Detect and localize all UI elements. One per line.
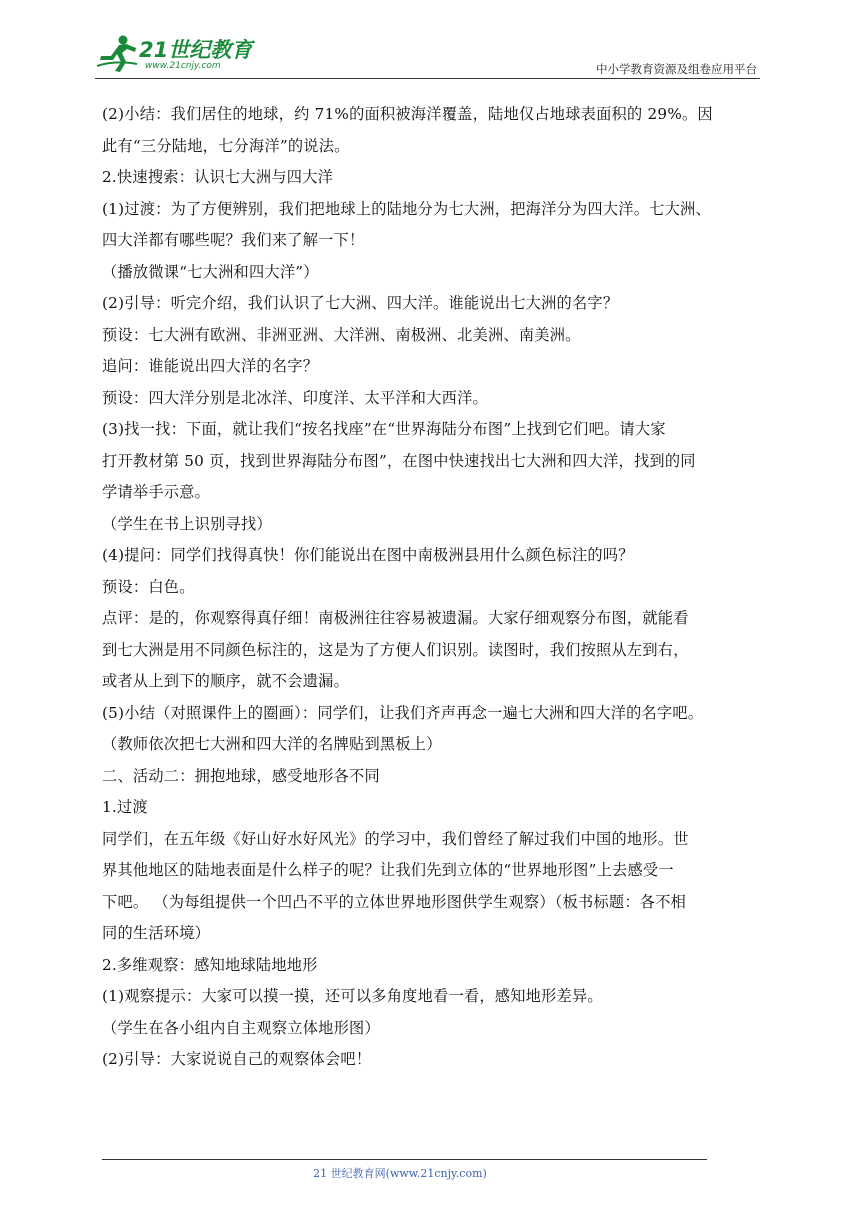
- document-body: [102, 99, 764, 1076]
- page-footer: 21 世纪教育网(www.21cnjy.com): [313, 1167, 487, 1180]
- platform-name: 中小学教育资源及组卷应用平台: [596, 62, 757, 76]
- footer-divider: [102, 1159, 707, 1160]
- text-line: 2.多维观察：感知地球陆地地形: [102, 955, 318, 974]
- text-line: 打开教材第 50 页，找到世界海陆分布图”，在图中快速找出七大洲和四大洋，找到的同: [102, 451, 696, 470]
- text-line: 或者从上到下的顺序，就不会遗漏。: [102, 672, 349, 690]
- text-line: 预设：七大洲有欧洲、非洲亚洲、大洋洲、南极洲、北美洲、南美洲。: [102, 325, 581, 344]
- text-line: (2)小结：我们居住的地球，约 71%的面积被海洋覆盖，陆地仅占地球表面积的 29%。因: [102, 105, 713, 123]
- logo-url: www.21cnjy.com: [145, 61, 221, 71]
- text-line: (2)引导：听完介绍，我们认识了七大洲、四大洋。谁能说出七大洲的名字？: [102, 294, 619, 312]
- text-line: 同的生活环境）: [102, 924, 211, 942]
- text-line: 此有“三分陆地，七分海洋”的说法。: [102, 136, 350, 155]
- text-line: 2.快速搜索：认识七大洲与四大洋: [102, 168, 334, 186]
- text-line: （学生在书上识别寻找）: [102, 514, 272, 533]
- text-line: (4)提问：同学们找得真快！你们能说出在图中南极洲县用什么颜色标注的吗？: [102, 546, 634, 564]
- header-divider: [95, 78, 760, 79]
- text-line: (2)引导：大家说说自己的观察体会吧！: [102, 1050, 372, 1068]
- text-line: 四大洋都有哪些呢？我们来了解一下！: [102, 231, 365, 249]
- text-line: 预设：白色。: [102, 577, 195, 596]
- logo-text: 21世纪教育: [139, 38, 253, 62]
- text-line: 预设：四大洋分别是北冰洋、印度洋、太平洋和大西洋。: [102, 388, 488, 407]
- text-line: (3)找一找：下面，就让我们“按名找座”在“世界海陆分布图”上找到它们吧。请大家: [102, 420, 666, 438]
- text-line: （播放微课“七大洲和四大洋”）: [102, 262, 319, 281]
- text-line: (1)观察提示：大家可以摸一摸，还可以多角度地看一看，感知地形差异。: [102, 987, 603, 1005]
- text-line: 下吧。 （为每组提供一个凹凸不平的立体世界地形图供学生观察）（板书标题：各不相: [102, 892, 687, 911]
- text-line: 二、活动二：拥抱地球，感受地形各不同: [102, 766, 380, 785]
- text-line: 追问：谁能说出四大洋的名字？: [102, 357, 319, 375]
- text-line: 同学们，在五年级《好山好水好风光》的学习中，我们曾经了解过我们中国的地形。世: [102, 829, 689, 848]
- runner-logo-icon: [95, 34, 139, 74]
- text-line: （教师依次把七大洲和四大洋的名牌贴到黑板上）: [102, 735, 442, 753]
- text-line: 点评：是的，你观察得真仔细！南极洲往往容易被遗漏。大家仔细观察分布图，就能看: [102, 609, 689, 627]
- text-line: (1)过渡：为了方便辨别，我们把地球上的陆地分为七大洲，把海洋分为四大洋。七大洲、: [102, 199, 711, 218]
- text-line: 到七大洲是用不同颜色标注的，这是为了方便人们识别。读图时，我们按照从左到右，: [102, 640, 689, 659]
- page-header: [95, 30, 760, 80]
- logo: [95, 34, 265, 76]
- text-line: 1.过渡: [102, 798, 148, 816]
- text-line: (5)小结（对照课件上的圈画）：同学们，让我们齐声再念一遍七大洲和四大洋的名字吧。: [102, 703, 704, 722]
- text-line: 界其他地区的陆地表面是什么样子的呢？让我们先到立体的“世界地形图”上去感受一: [102, 861, 674, 879]
- text-line: 学请举手示意。: [102, 483, 211, 501]
- text-line: （学生在各小组内自主观察立体地形图）: [102, 1018, 380, 1037]
